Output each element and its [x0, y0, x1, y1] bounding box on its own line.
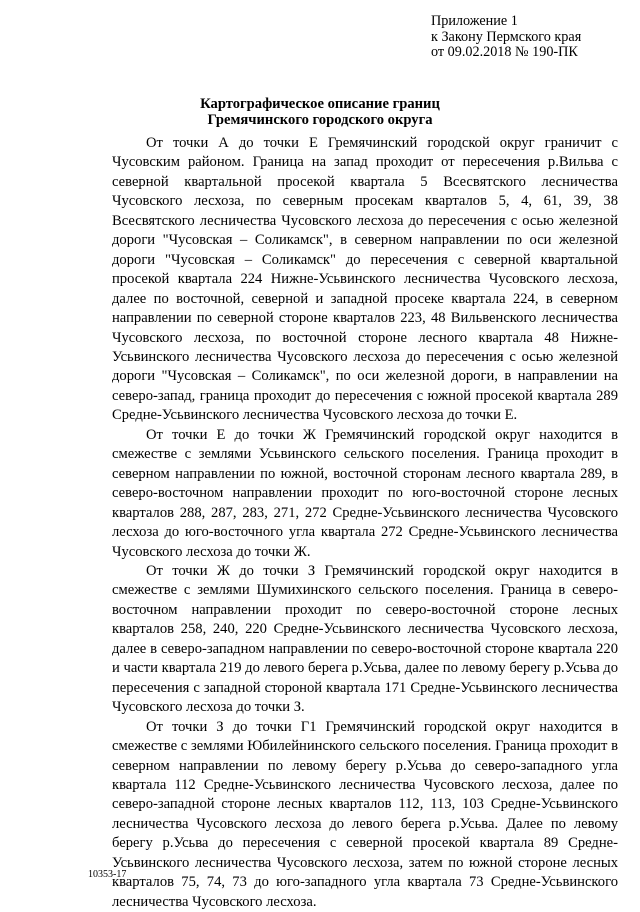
paragraph-a-e: От точки А до точки Е Гремячинский городской округ граничит с Чусовским районом. Граница на запад проходит от пересечения р.Вильва с северной квартальной просекой квартала 5 Всесвятского лесничества Чусовского лесхоза, по северным просекам кварталов 5, 4, 61, 39, 38 Всесвятского лесничества Чусовского лесхоза до пересечения с осью железной дороги "Чусовская – Соликамск", в северном направлении по оси железной дороги "Чусовская – Соликамск" до пересечения с северной квартальной просекой квартала 224 Нижне-Усьвинского лесничества Чусовского лесхоза, далее по восточной, северной и западной просеке квартала 224, в северном направлении по северной стороне кварталов 223, 48 Вильвенского лесничества Чусовского лесхоза, по восточной стороне лесного квартала 48 Нижне-Усьвинского лесничества Чусовского лесхоза до пересечения с осью железной дороги "Чусовская – Соликамск", по оси железной дороги, в направлении на северо-запад, граница проходит до пересечения с южной просекой квартала 289 Средне-Усьвинского лесничества Чусовского лесхоза до точки Е. [112, 135, 618, 424]
paragraph-e-zh: От точки Е до точки Ж Гремячинский городской округ находится в смежестве с землями Усьвинского сельского поселения. Граница проходит в северном направлении по южной, восточной сторонам лесного квартала 289, в северо-восточном направлении проходит по юго-восточной стороне лесных кварталов 288, 287, 283, 271, 272 Средне-Усьвинского лесничества Чусовского лесхоза до юго-восточного угла квартала 272 Средне-Усьвинского лесничества Чусовского лесхоза до точки Ж. [112, 426, 618, 560]
annex-number: Приложение 1 [431, 13, 518, 29]
title-line-2: Гремячинского городского округа [207, 112, 433, 128]
annex-law-reference: к Закону Пермского края [431, 28, 582, 45]
title-line-1: Картографическое описание границ [200, 96, 440, 112]
document-title [0, 96, 640, 128]
document-body [112, 134, 618, 912]
annex-header [431, 14, 581, 61]
paragraph-z-g1: От точки З до точки Г1 Гремячинский городской округ находится в смежестве с землями Юбилейнинского сельского поселения. Граница проходит в северном направлении по левому берегу р.Усьва до северо-западного угла квартала 112 Средне-Усьвинского лесничества Чусовского лесхоза, далее по северо-западной стороне лесных кварталов 112, 113, 103 Средне-Усьвинского лесничества Чусовского лесхоза до левого берега р.Усьва. Далее по левому берегу р.Усьва до пересечения с северной просекой квартала 89 Средне-Усьвинского лесничества Чусовского лесхоза, затем по южной стороне лесных кварталов 75, 74, 73 до юго-западного угла квартала 73 Средне-Усьвинского лесничества Чусовского лесхоза. [112, 718, 618, 910]
paragraph-zh-z: От точки Ж до точки З Гремячинский городской округ находится в смежестве с землями Шумихинского сельского поселения. Граница в северо-восточном направлении проходит по северо-восточной стороне лесных кварталов 258, 240, 220 Средне-Усьвинского лесничества Чусовского лесхоза, далее в северо-западном направлении по северо-восточной стороне квартала 220 и части квартала 219 до левого берега р.Усьва, далее по левому берегу р.Усьва до пересечения с западной стороной квартала 171 Средне-Усьвинского лесничества Чусовского лесхоза до точки З. [112, 562, 618, 716]
footer-document-code: 10353-17 [88, 869, 127, 880]
annex-law-date: от 09.02.2018 № 190-ПК [431, 44, 578, 60]
